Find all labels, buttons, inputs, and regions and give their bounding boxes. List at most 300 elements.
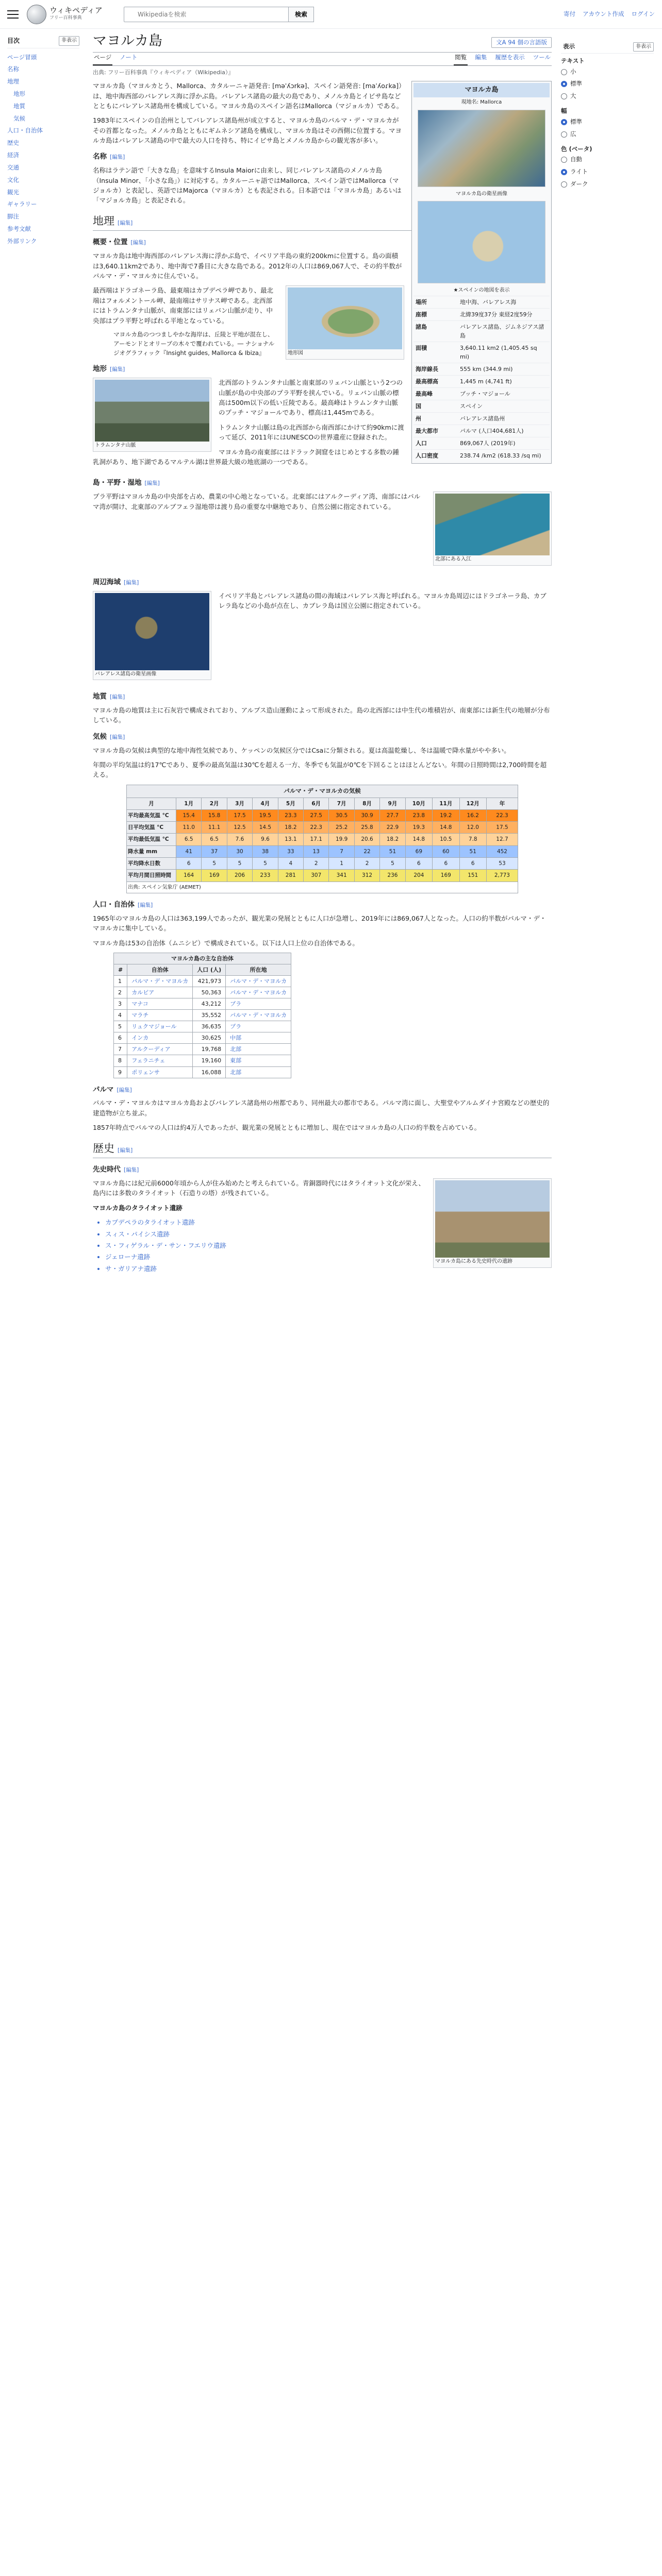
climate-cell: 30.5 [329, 809, 354, 821]
mountains-caption: トラムンタナ山脈 [95, 443, 136, 449]
width-title: 幅 [561, 107, 567, 115]
climate-row-label: 平均月間日照時間 [127, 870, 176, 882]
tab-talk[interactable]: ノート [120, 54, 138, 61]
edit-link[interactable]: [編集] [110, 366, 125, 373]
climate-cell: 22.9 [380, 822, 405, 834]
wikipedia-logo[interactable] [27, 5, 109, 24]
terrain-map-image [288, 287, 402, 349]
climate-cell: 5 [202, 857, 227, 869]
infobox [411, 81, 552, 464]
radio-option[interactable] [561, 154, 654, 166]
climate-cell: 30.9 [354, 809, 379, 821]
infobox-row [413, 363, 550, 375]
width-options [561, 116, 654, 141]
table-cell: 6 [114, 1032, 127, 1044]
infobox-row [413, 342, 550, 363]
climate-cell: 7.6 [227, 834, 252, 845]
climate-cell: 20.6 [354, 834, 379, 845]
satellite-caption: マヨルカ島の衛星画像 [456, 191, 507, 197]
municipality-link[interactable]: リュクマジョール [127, 1021, 193, 1032]
islands-thumb[interactable] [93, 591, 211, 681]
section-heading-history: 歴史 [編集] [93, 1140, 552, 1159]
climate-cell: 6 [405, 857, 432, 869]
climate-month-header: 12月 [459, 798, 486, 809]
radio-icon[interactable] [561, 169, 567, 175]
radio-icon[interactable] [561, 181, 567, 188]
climate-cell: 6.5 [202, 834, 227, 845]
climate-month-header: 5月 [278, 798, 303, 809]
radio-icon[interactable] [561, 131, 567, 138]
edit-link[interactable]: [編集] [110, 154, 125, 161]
infobox-title: マヨルカ島 [413, 83, 550, 97]
table-cell[interactable]: プラ [226, 1021, 291, 1032]
subsection-heading-climate: 気候 [編集] [93, 732, 125, 741]
toc-sidebar [7, 36, 79, 248]
infobox-key: 最大都市 [416, 428, 438, 435]
table-cell: 2 [114, 987, 127, 998]
infobox-row [413, 296, 550, 308]
climate-cell: 169 [202, 870, 227, 882]
climate-month-header: 6月 [304, 798, 329, 809]
municipality-link[interactable]: ポリェンサ [127, 1066, 193, 1078]
infobox-rows [413, 296, 550, 462]
climate-month-header: 11月 [433, 798, 459, 809]
geo-paragraph: 最西端はドラゴネーラ島、最東端はカプデペラ岬であり、最北端はフォルメントール岬、最南端はサリナス岬である。北西部にはトラムンタナ山脈が、南東部にはリェバン山脈が走り、中央部はプラ平野と呼ばれる平地となっている。 [93, 286, 274, 325]
climate-cell: 19.3 [405, 822, 432, 834]
infobox-value: 3,640.11 km2 (1,405.45 sq mi) [460, 344, 537, 361]
infobox-value: 869,067人 (2019年) [460, 440, 516, 447]
subsection-heading-plains: 島・平野・湿地 [編集] [93, 479, 160, 487]
infobox-row [413, 425, 550, 437]
infobox-value: 地中海、バレアレス海 [460, 298, 517, 306]
tab-read[interactable]: 閲覧 [454, 53, 468, 65]
climate-cell: 38 [253, 845, 278, 857]
toc-item[interactable]: 歴史 [7, 139, 19, 147]
climate-cell: 13 [304, 845, 329, 857]
infobox-value: 238.74 /km2 (618.33 /sq mi) [460, 452, 541, 460]
subsection-heading-geology: 地質 [編集] [93, 692, 125, 701]
search-form [124, 7, 314, 22]
toc-item[interactable]: 気候 [13, 114, 25, 122]
radio-option[interactable] [561, 178, 654, 191]
climate-cell: 4 [278, 857, 303, 869]
table-cell[interactable]: 北部 [226, 1066, 291, 1078]
toc-item[interactable]: 名称 [7, 65, 19, 73]
table-cell: 1 [114, 976, 127, 987]
climate-cell: 69 [405, 845, 432, 857]
menu-icon[interactable] [7, 10, 19, 19]
talayot-list-title: マヨルカ島のタライオット遺跡 [93, 1204, 183, 1212]
table-cell: 421,973 [193, 976, 226, 987]
climate-month-header: 7月 [329, 798, 354, 809]
municipality-header: 所在地 [226, 964, 291, 976]
cove-caption: 北部にある入江 [435, 556, 471, 563]
infobox-key: 場所 [416, 298, 427, 306]
radio-icon[interactable] [561, 157, 567, 163]
terrain-paragraph: 北西部のトラムンタナ山脈と南東部のリェバン山脈という2つの山脈が島の中央部のプラ平野を挟んでいる。リェバン山脈の標高は500m以下の低い丘陵である。最高峰はトラムンタナ山脈のプッチ・マジョールであり、標高は1,445mである。 [219, 379, 403, 417]
toc-hide-button[interactable]: 非表示 [59, 36, 79, 46]
climate-cell: 33 [278, 845, 303, 857]
edit-link[interactable]: [編集] [110, 734, 125, 740]
edit-link[interactable]: [編集] [138, 902, 153, 908]
create-account-link[interactable]: アカウント作成 [583, 10, 624, 18]
radio-label: 標準 [570, 117, 582, 125]
logo-title: ウィキペディア [49, 6, 103, 15]
login-link[interactable]: ログイン [631, 10, 655, 18]
climate-cell: 25.8 [354, 822, 379, 834]
climate-cell: 22 [354, 845, 379, 857]
climate-cell: 11.0 [176, 822, 202, 834]
terrain-paragraph: マヨルカ島の南東部にはドラック洞窟をはじめとする多数の鍾乳洞があり、地下湖であるマルテル湖は世界最大級の地底湖の一つである。 [93, 448, 399, 466]
toc-title: 目次 [7, 37, 20, 44]
climate-table-caption: パルマ・デ・マヨルカの気候 [127, 785, 518, 798]
infobox-row [413, 437, 550, 449]
table-row [114, 1066, 291, 1078]
climate-cell: 6.5 [176, 834, 202, 845]
edit-link[interactable]: [編集] [110, 694, 125, 701]
municipality-header: # [114, 964, 127, 976]
ruins-thumb[interactable] [433, 1178, 552, 1268]
climate-cell: 15.4 [176, 809, 202, 821]
infobox-value: スペイン [460, 403, 483, 410]
radio-icon[interactable] [561, 69, 567, 75]
climate-paragraph: 年間の平均気温は約17℃であり、夏季の最高気温は30℃を超える一方、冬季でも気温が0℃を下回ることはほとんどない。年間の日照時間は2,700時間を超える。 [93, 761, 547, 779]
toc-item[interactable]: 外部リンク [7, 237, 37, 245]
infobox-row [413, 412, 550, 425]
climate-cell: 27.7 [380, 809, 405, 821]
climate-cell: 7 [329, 845, 354, 857]
text-size-title: テキスト [561, 57, 585, 64]
climate-row [127, 857, 518, 869]
climate-month-header: 月 [127, 798, 176, 809]
table-row [114, 1044, 291, 1055]
infobox-row [413, 449, 550, 462]
infobox-key: 諸島 [416, 323, 427, 330]
climate-cell: 14.8 [433, 822, 459, 834]
toc-item[interactable]: 経済 [7, 151, 19, 159]
infobox-row [413, 400, 550, 412]
climate-row-label: 平均最高気温 °C [127, 809, 176, 821]
table-cell[interactable]: 東部 [226, 1055, 291, 1066]
table-cell[interactable]: パルマ・デ・マヨルカ [226, 1010, 291, 1021]
cove-image [435, 494, 550, 555]
edit-link[interactable]: [編集] [144, 480, 160, 487]
plains-paragraph: プラ平野はマヨルカ島の中央部を占め、農業の中心地となっている。北東部にはアルクーディア湾、南部にはパルマ湾が開け、北東部のアルブフェラ湿地帯は渡り鳥の重要な中継地であり、自然公園に指定されている。 [93, 493, 421, 511]
table-cell: 4 [114, 1010, 127, 1021]
infobox-value: パルマ (人口404,681人) [460, 428, 524, 435]
toc-item[interactable]: 参考文献 [7, 225, 31, 232]
climate-cell: 6 [176, 857, 202, 869]
radio-option[interactable] [561, 166, 654, 178]
toc-item[interactable]: 脚注 [7, 213, 19, 221]
infobox-key: 最高峰 [416, 391, 433, 398]
subsection-heading-palma: パルマ [編集] [93, 1085, 132, 1094]
page-tabs [93, 53, 552, 66]
climate-cell: 1 [329, 857, 354, 869]
climate-cell: 5 [227, 857, 252, 869]
radio-label: 大 [570, 92, 576, 100]
climate-cell: 19.9 [329, 834, 354, 845]
infobox-value: バレアレス諸島州 [460, 415, 505, 422]
climate-row [127, 845, 518, 857]
site-header [0, 0, 662, 29]
climate-cell: 151 [459, 870, 486, 882]
municipality-link[interactable]: インカ [127, 1032, 193, 1044]
climate-cell: 7.8 [459, 834, 486, 845]
climate-cell: 5 [380, 857, 405, 869]
appearance-hide-button[interactable]: 非表示 [633, 42, 654, 52]
table-row [114, 987, 291, 998]
climate-row-label: 平均最低気温 °C [127, 834, 176, 845]
section-heading-geo: 地理 [編集] [93, 213, 552, 231]
infobox-key: 最高標高 [416, 378, 438, 385]
population-paragraph: マヨルカ島は53の自治体（ムニシピ）で構成されている。以下は人口上位の自治体である。 [93, 939, 359, 947]
climate-cell: 27.5 [304, 809, 329, 821]
municipality-header: 人口 (人) [193, 964, 226, 976]
satellite-image[interactable] [418, 110, 545, 187]
climate-cell: 169 [433, 870, 459, 882]
edit-link[interactable]: [編集] [130, 240, 146, 246]
infobox-key: 海岸線長 [416, 366, 438, 373]
table-row [114, 1021, 291, 1032]
radio-option[interactable] [561, 78, 654, 90]
page-title-bar [93, 32, 552, 53]
climate-cell: 11.1 [202, 822, 227, 834]
municipality-link[interactable]: アルクーディア [127, 1044, 193, 1055]
climate-cell: 14.8 [405, 834, 432, 845]
toc-item[interactable]: 地質 [13, 102, 25, 110]
municipality-table [113, 953, 291, 1078]
municipality-link[interactable]: マナコ [127, 998, 193, 1010]
radio-label: 小 [570, 67, 576, 75]
map-toggle-link[interactable]: ★スペインの地図を表示 [453, 287, 510, 294]
table-cell: 50,363 [193, 987, 226, 998]
infobox-value: 北緯39度37分 東経2度59分 [460, 311, 533, 318]
search-input[interactable] [124, 7, 289, 22]
radio-label: 自動 [570, 156, 582, 163]
radio-option[interactable] [561, 128, 654, 141]
climate-cell: 5 [253, 857, 278, 869]
climate-cell: 17.5 [227, 809, 252, 821]
climate-cell: 12.7 [486, 834, 518, 845]
table-cell[interactable]: 中部 [226, 1032, 291, 1044]
infobox-key: 州 [416, 415, 421, 422]
logo-subtitle: フリー百科事典 [49, 15, 82, 21]
toc-item[interactable]: 人口・自治体 [7, 127, 43, 134]
toc-item[interactable]: 文化 [7, 176, 19, 183]
toc-item[interactable]: ギャラリー [7, 200, 37, 208]
ruins-caption: マヨルカ島にある先史時代の遺跡 [435, 1259, 512, 1265]
climate-cell: 41 [176, 845, 202, 857]
text-size-options [561, 66, 654, 103]
table-cell[interactable]: プラ [226, 998, 291, 1010]
tab-tools[interactable]: ツール [533, 54, 551, 61]
section-heading-name: 名称 [編集] [93, 152, 125, 161]
subsection-heading-population: 人口・自治体 [編集] [93, 901, 153, 909]
infobox-key: 国 [416, 403, 421, 410]
table-row [114, 1010, 291, 1021]
table-cell: 43,212 [193, 998, 226, 1010]
page-title: マヨルカ島 [93, 33, 162, 48]
toc-item[interactable]: 交通 [7, 163, 19, 171]
header-links [564, 10, 655, 19]
history-paragraph: マヨルカ島には紀元前6000年頃から人が住み始めたと考えられている。青銅器時代にはタライオット文化が栄え、島内には多数のタライオット（石造りの塔）が残されている。 [93, 1179, 425, 1197]
donate-link[interactable]: 寄付 [564, 10, 576, 18]
municipality-link[interactable]: カルビア [127, 987, 193, 998]
climate-row [127, 870, 518, 882]
toc-item[interactable]: 地形 [13, 90, 25, 98]
islands-image [95, 593, 209, 670]
infobox-key: 人口 [416, 440, 427, 447]
list-item[interactable]: • ジェローナ遺跡 [105, 1252, 552, 1262]
radio-icon[interactable] [561, 93, 567, 99]
toc-heading [7, 36, 79, 48]
list-item[interactable]: • ス・フィゲラル・デ・サン・フエリウ遺跡 [105, 1241, 552, 1250]
palma-paragraph: パルマ・デ・マヨルカはマヨルカ島およびバレアレス諸島州の州都であり、同州最大の都市である。パルマ湾に面し、大聖堂やアルムダイナ宮殿などの歴史的建造物が立ち並ぶ。 [93, 1099, 550, 1117]
quote-block: マヨルカ島のつつましやかな海岸は、丘陵と平地が混在し、アーモンドとオリーブの木々で覆われている。― ナショナルジオグラフィック『Insight guides, Mallorca & Ibiza』 [113, 330, 275, 357]
climate-month-header: 年 [486, 798, 518, 809]
toc-item[interactable]: 地理 [7, 78, 19, 86]
climate-cell: 10.5 [433, 834, 459, 845]
table-cell: 19,160 [193, 1055, 226, 1066]
radio-icon[interactable] [561, 119, 567, 125]
edit-link[interactable]: [編集] [124, 1167, 139, 1174]
subsection-heading-overview: 概要・位置 [編集] [93, 238, 146, 247]
table-cell[interactable]: パルマ・デ・マヨルカ [226, 976, 291, 987]
infobox-value: バレアレス諸島、ジムネジアス諸島 [460, 323, 544, 339]
climate-cell: 2 [304, 857, 329, 869]
table-row [114, 998, 291, 1010]
climate-cell: 51 [459, 845, 486, 857]
geo-paragraph: マヨルカ島は地中海西部のバレアレス海に浮かぶ島で、イベリア半島の東約200kmに位置する。島の面積は3,640.11km2であり、地中海で7番目に大きな島である。2012年の人口は869,067人で、その約半数がパルマ・デ・マヨルカに住んでいる。 [93, 252, 402, 280]
climate-row-label: 平均降水日数 [127, 857, 176, 869]
municipality-table-caption: マヨルカ島の主な自治体 [114, 953, 291, 964]
appearance-panel [561, 38, 654, 191]
mountains-thumb[interactable] [93, 378, 211, 452]
table-cell: 5 [114, 1021, 127, 1032]
cove-thumb[interactable] [433, 492, 552, 566]
tab-page[interactable]: ページ [93, 53, 112, 65]
edit-link[interactable]: [編集] [118, 1147, 133, 1154]
infobox-row [413, 375, 550, 387]
table-cell: 30,625 [193, 1032, 226, 1044]
color-options [561, 154, 654, 190]
location-map[interactable] [418, 201, 545, 283]
article-body [93, 81, 552, 1274]
toc-item[interactable]: 観光 [7, 188, 19, 196]
table-cell: 3 [114, 998, 127, 1010]
climate-month-header: 1月 [176, 798, 202, 809]
climate-cell: 51 [380, 845, 405, 857]
table-cell: 16,088 [193, 1066, 226, 1078]
table-cell: 35,552 [193, 1010, 226, 1021]
tab-history[interactable]: 履歴を表示 [495, 54, 525, 61]
edit-link[interactable]: [編集] [117, 1087, 132, 1093]
table-cell[interactable]: 北部 [226, 1044, 291, 1055]
toc-item[interactable]: ページ冒頭 [7, 53, 37, 61]
table-cell: 8 [114, 1055, 127, 1066]
table-cell: 7 [114, 1044, 127, 1055]
municipality-link[interactable]: パルマ・デ・マヨルカ [127, 976, 193, 987]
toc-list [7, 52, 79, 248]
climate-row [127, 809, 518, 821]
population-paragraph: 1965年のマヨルカ島の人口は363,199人であったが、観光業の発展とともに人口が急増し、2019年には869,067人となった。人口の約半数がパルマ・デ・マヨルカに集中している。 [93, 914, 547, 933]
climate-cell: 281 [278, 870, 303, 882]
table-cell: 9 [114, 1066, 127, 1078]
search-button[interactable]: 検索 [289, 7, 314, 22]
climate-cell: 206 [227, 870, 252, 882]
climate-row-label: 降水量 mm [127, 845, 176, 857]
climate-cell: 13.1 [278, 834, 303, 845]
climate-cell: 164 [176, 870, 202, 882]
municipality-link[interactable]: マラチ [127, 1010, 193, 1021]
radio-option[interactable] [561, 90, 654, 103]
climate-row [127, 822, 518, 834]
edit-link[interactable]: [編集] [118, 219, 133, 226]
climate-month-header: 10月 [405, 798, 432, 809]
terrain-map-thumb[interactable] [286, 285, 404, 360]
infobox-subtitle: 現地名: Mallorca [461, 99, 502, 106]
climate-cell: 16.2 [459, 809, 486, 821]
climate-cell: 37 [202, 845, 227, 857]
language-button[interactable]: 文A 94 個の言語版 [491, 37, 552, 48]
climate-cell: 23.3 [278, 809, 303, 821]
infobox-key: 座標 [416, 311, 427, 318]
climate-cell: 22.3 [486, 809, 518, 821]
climate-cell: 452 [486, 845, 518, 857]
climate-cell: 6 [459, 857, 486, 869]
infobox-value: 1,445 m (4,741 ft) [460, 378, 512, 385]
list-item[interactable]: • カプデペラのタライオット遺跡 [105, 1217, 552, 1227]
climate-cell: 53 [486, 857, 518, 869]
radio-option[interactable] [561, 66, 654, 78]
climate-cell: 19.2 [433, 809, 459, 821]
radio-icon[interactable] [561, 81, 567, 87]
main-content [93, 32, 552, 1279]
table-cell: 36,635 [193, 1021, 226, 1032]
climate-cell: 12.0 [459, 822, 486, 834]
tab-edit[interactable]: 編集 [475, 54, 487, 61]
infobox-key: 人口密度 [416, 452, 438, 460]
subsection-heading-prehistory: 先史時代 [編集] [93, 1165, 139, 1174]
edit-link[interactable]: [編集] [124, 579, 139, 586]
table-cell[interactable]: パルマ・デ・マヨルカ [226, 987, 291, 998]
climate-cell: 25.2 [329, 822, 354, 834]
climate-cell: 204 [405, 870, 432, 882]
climate-cell: 22.3 [304, 822, 329, 834]
radio-label: ダーク [570, 180, 588, 188]
list-item[interactable]: • スィス・パイシス遺跡 [105, 1229, 552, 1239]
municipality-link[interactable]: フェラニチェ [127, 1055, 193, 1066]
climate-row [127, 834, 518, 845]
climate-cell: 30 [227, 845, 252, 857]
climate-cell: 12.5 [227, 822, 252, 834]
climate-month-header: 2月 [202, 798, 227, 809]
globe-icon [27, 5, 46, 24]
climate-cell: 18.2 [380, 834, 405, 845]
radio-option[interactable] [561, 116, 654, 128]
climate-cell: 9.6 [253, 834, 278, 845]
list-item[interactable]: • サ・ガリアナ遺跡 [105, 1264, 552, 1274]
intro-paragraph: 1983年にスペインの自治州としてバレアレス諸島州が成立すると、マヨルカ島のパルマ・デ・マヨルカがその首都となった。メノルカ島とともにギムネシア諸島を構成し、マヨルカ島はその西側に位置する。マヨルカ島はバレアレス諸島の中で最大の人口を持ち、特にイビサ島とメノルカ島からの観光客が多い。 [93, 116, 402, 145]
radio-label: ライト [570, 168, 588, 176]
infobox-row [413, 308, 550, 320]
color-title: 色 (ベータ) [561, 145, 592, 152]
climate-cell: 312 [354, 870, 379, 882]
geology-paragraph: マヨルカ島の地質は主に石灰岩で構成されており、アルプス造山運動によって形成された。島の北西部には中生代の堆積岩が、南東部には新生代の地層が分布している。 [93, 706, 550, 724]
islands-paragraph: イベリア半島とバレアレス諸島の間の海域はバレアレス海と呼ばれる。マヨルカ島周辺にはドラゴネーラ島、カブレラ島などの小島が点在し、カブレラ島は国立公園に指定されている。 [219, 591, 547, 609]
subsection-heading-terrain: 地形 [編集] [93, 365, 125, 374]
